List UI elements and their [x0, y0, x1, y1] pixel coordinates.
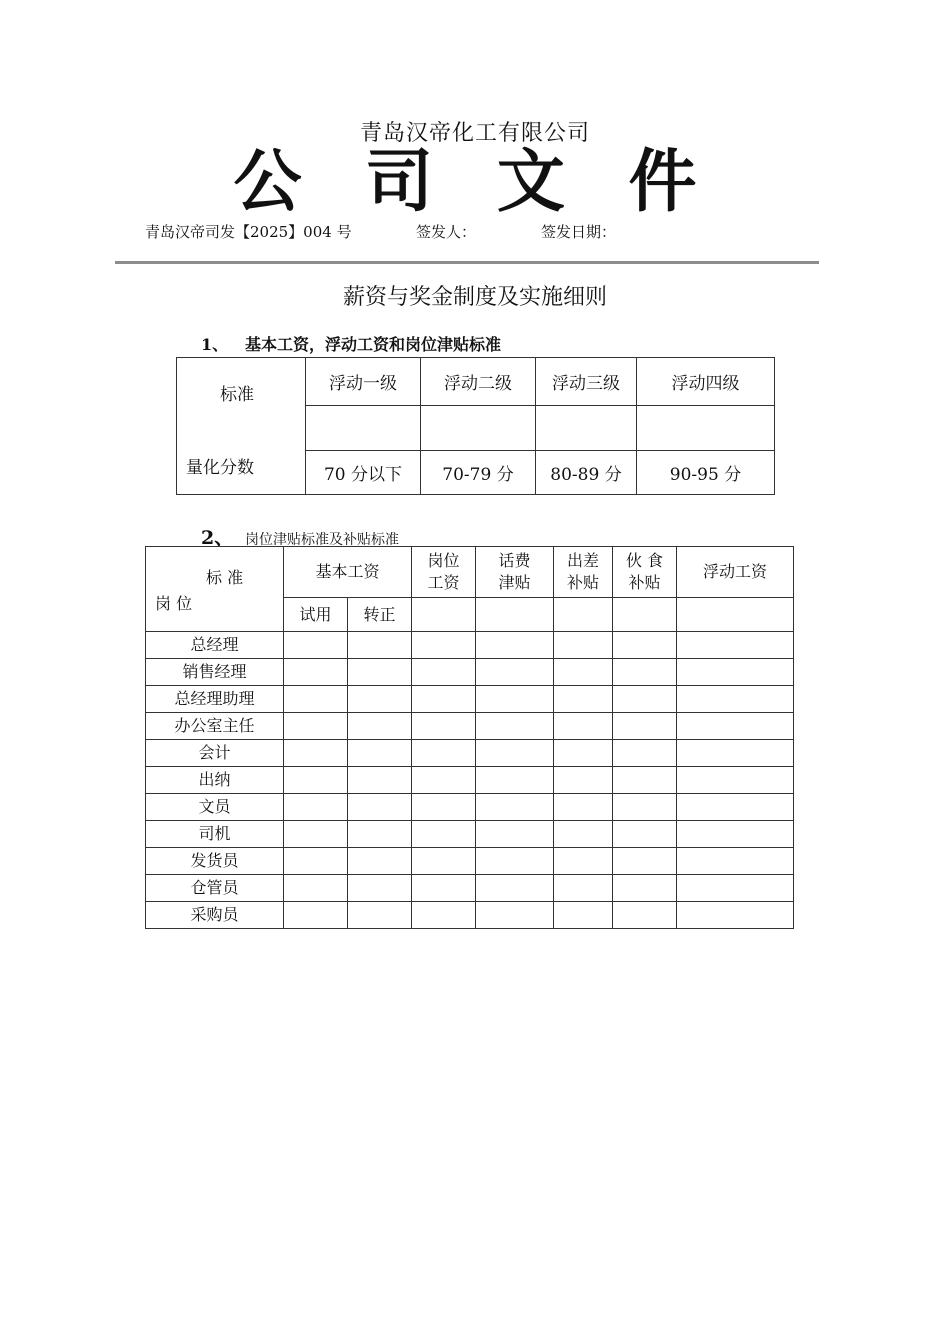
post-salary-header: [412, 547, 476, 598]
phone-allowance-line2: 津贴: [498, 573, 531, 592]
travel-allowance-line2: 补贴: [566, 573, 599, 592]
empty-cell: [412, 632, 476, 659]
empty-cell: [476, 740, 554, 767]
empty-cell: [284, 740, 348, 767]
score-label: 量化分数: [186, 458, 254, 478]
empty-cell: [348, 632, 412, 659]
empty-cell: [348, 713, 412, 740]
empty-cell: [613, 875, 677, 902]
post-salary-line2: 工资: [427, 573, 460, 592]
empty-cell: [677, 659, 794, 686]
empty-cell: [613, 713, 677, 740]
empty-cell: [613, 821, 677, 848]
position-name: 采购员: [146, 902, 284, 929]
empty-cell: [476, 686, 554, 713]
empty-cell: [554, 875, 613, 902]
empty-cell: [554, 794, 613, 821]
position-name: 司机: [146, 821, 284, 848]
empty-cell: [613, 632, 677, 659]
section1-title: 基本工资，浮动工资和岗位津贴标准: [245, 335, 502, 354]
empty-cell: [412, 902, 476, 929]
empty-cell: [412, 659, 476, 686]
position-name: 发货员: [146, 848, 284, 875]
empty-cell: [412, 821, 476, 848]
row-label-cell: [177, 358, 306, 495]
level-header: 浮动四级: [637, 358, 775, 406]
empty-cell: [554, 686, 613, 713]
empty-cell: [348, 794, 412, 821]
score-cell: 70-79 分: [421, 451, 536, 495]
table-row: [146, 902, 794, 929]
empty-cell: [476, 875, 554, 902]
section1-heading: [201, 332, 501, 355]
empty-cell: [412, 686, 476, 713]
empty-cell: [284, 821, 348, 848]
table-row: [146, 632, 794, 659]
position-name: 总经理助理: [146, 686, 284, 713]
floating-salary-header: 浮动工资: [677, 547, 794, 598]
empty-cell: [476, 632, 554, 659]
allowance-table: [145, 546, 794, 929]
document-number: 青岛汉帝司发【2025】004 号: [145, 223, 352, 241]
corner-standard-label: 标 准: [206, 568, 244, 587]
section2-number: 2、: [201, 527, 234, 549]
empty-cell: [677, 875, 794, 902]
travel-allowance-line1: 出差: [566, 551, 599, 570]
position-name: 文员: [146, 794, 284, 821]
level-header: 浮动二级: [421, 358, 536, 406]
table-row: [146, 740, 794, 767]
empty-cell: [554, 598, 613, 632]
empty-cell: [677, 767, 794, 794]
empty-cell: [554, 632, 613, 659]
empty-cell: [554, 821, 613, 848]
empty-cell: [476, 598, 554, 632]
empty-cell: [348, 848, 412, 875]
empty-cell: [348, 875, 412, 902]
empty-cell: [476, 794, 554, 821]
table-row: [146, 686, 794, 713]
issuer-label: 签发人：: [416, 223, 477, 241]
score-cell: 90-95 分: [637, 451, 775, 495]
empty-cell: [284, 767, 348, 794]
empty-cell: [348, 740, 412, 767]
position-name: 办公室主任: [146, 713, 284, 740]
empty-cell: [613, 794, 677, 821]
empty-cell: [284, 686, 348, 713]
empty-cell: [613, 659, 677, 686]
empty-cell: [412, 598, 476, 632]
level-header: 浮动三级: [536, 358, 637, 406]
empty-cell: [412, 875, 476, 902]
empty-cell: [677, 632, 794, 659]
travel-allowance-header: [554, 547, 613, 598]
company-name: 青岛汉帝化工有限公司: [359, 121, 590, 146]
empty-cell: [476, 902, 554, 929]
empty-cell: [613, 740, 677, 767]
empty-cell: [348, 821, 412, 848]
phone-allowance-line1: 话费: [498, 551, 531, 570]
position-name: 会计: [146, 740, 284, 767]
empty-cell: [412, 713, 476, 740]
empty-cell: [348, 767, 412, 794]
empty-cell: [554, 713, 613, 740]
empty-cell: [306, 406, 421, 451]
section1-number: 1、: [201, 335, 229, 354]
section2-title: 岗位津贴标准及补贴标准: [245, 532, 399, 548]
empty-cell: [476, 767, 554, 794]
score-cell: 70 分以下: [306, 451, 421, 495]
post-salary-line1: 岗位: [427, 551, 460, 570]
corner-position-label: 岗 位: [155, 594, 193, 613]
table-row: [146, 821, 794, 848]
empty-cell: [284, 659, 348, 686]
empty-cell: [476, 659, 554, 686]
score-cell: 80-89 分: [536, 451, 637, 495]
empty-cell: [613, 902, 677, 929]
empty-cell: [613, 767, 677, 794]
empty-cell: [637, 406, 775, 451]
level-header: 浮动一级: [306, 358, 421, 406]
empty-cell: [677, 848, 794, 875]
empty-cell: [677, 740, 794, 767]
empty-cell: [421, 406, 536, 451]
issue-date-label: 签发日期：: [541, 223, 617, 241]
empty-cell: [412, 848, 476, 875]
header-divider: [115, 261, 819, 264]
empty-cell: [348, 659, 412, 686]
empty-cell: [613, 848, 677, 875]
empty-cell: [677, 686, 794, 713]
empty-cell: [284, 848, 348, 875]
position-name: 出纳: [146, 767, 284, 794]
empty-cell: [284, 713, 348, 740]
empty-cell: [554, 848, 613, 875]
empty-cell: [554, 659, 613, 686]
empty-cell: [284, 902, 348, 929]
empty-cell: [554, 902, 613, 929]
empty-cell: [284, 875, 348, 902]
float-level-table: [176, 357, 775, 495]
corner-header-cell: [146, 547, 284, 632]
empty-cell: [554, 767, 613, 794]
empty-cell: [613, 686, 677, 713]
empty-cell: [677, 794, 794, 821]
empty-cell: [476, 821, 554, 848]
empty-cell: [677, 902, 794, 929]
empty-cell: [284, 632, 348, 659]
empty-cell: [412, 740, 476, 767]
basic-salary-header: 基本工资: [284, 547, 412, 598]
empty-cell: [284, 794, 348, 821]
document-title: 公 司 文 件: [233, 142, 717, 222]
empty-cell: [554, 740, 613, 767]
empty-cell: [348, 686, 412, 713]
empty-cell: [677, 713, 794, 740]
table-row: [146, 767, 794, 794]
meal-allowance-line2: 补贴: [628, 573, 661, 592]
empty-cell: [677, 821, 794, 848]
position-name: 总经理: [146, 632, 284, 659]
meal-allowance-header: [613, 547, 677, 598]
table-row: [146, 713, 794, 740]
empty-cell: [412, 794, 476, 821]
document-subject: 薪资与奖金制度及实施细则: [342, 285, 607, 310]
table-row: [146, 659, 794, 686]
empty-cell: [476, 848, 554, 875]
trial-header: 试用: [284, 598, 348, 632]
regular-header: 转正: [348, 598, 412, 632]
position-name: 仓管员: [146, 875, 284, 902]
table-row: [146, 794, 794, 821]
table-row: [146, 875, 794, 902]
empty-cell: [348, 902, 412, 929]
empty-cell: [476, 713, 554, 740]
empty-cell: [412, 767, 476, 794]
standard-label: 标准: [220, 385, 254, 405]
empty-cell: [677, 598, 794, 632]
position-name: 销售经理: [146, 659, 284, 686]
phone-allowance-header: [476, 547, 554, 598]
empty-cell: [613, 598, 677, 632]
table-row: [146, 848, 794, 875]
empty-cell: [536, 406, 637, 451]
meal-allowance-line1: 伙 食: [625, 551, 664, 570]
